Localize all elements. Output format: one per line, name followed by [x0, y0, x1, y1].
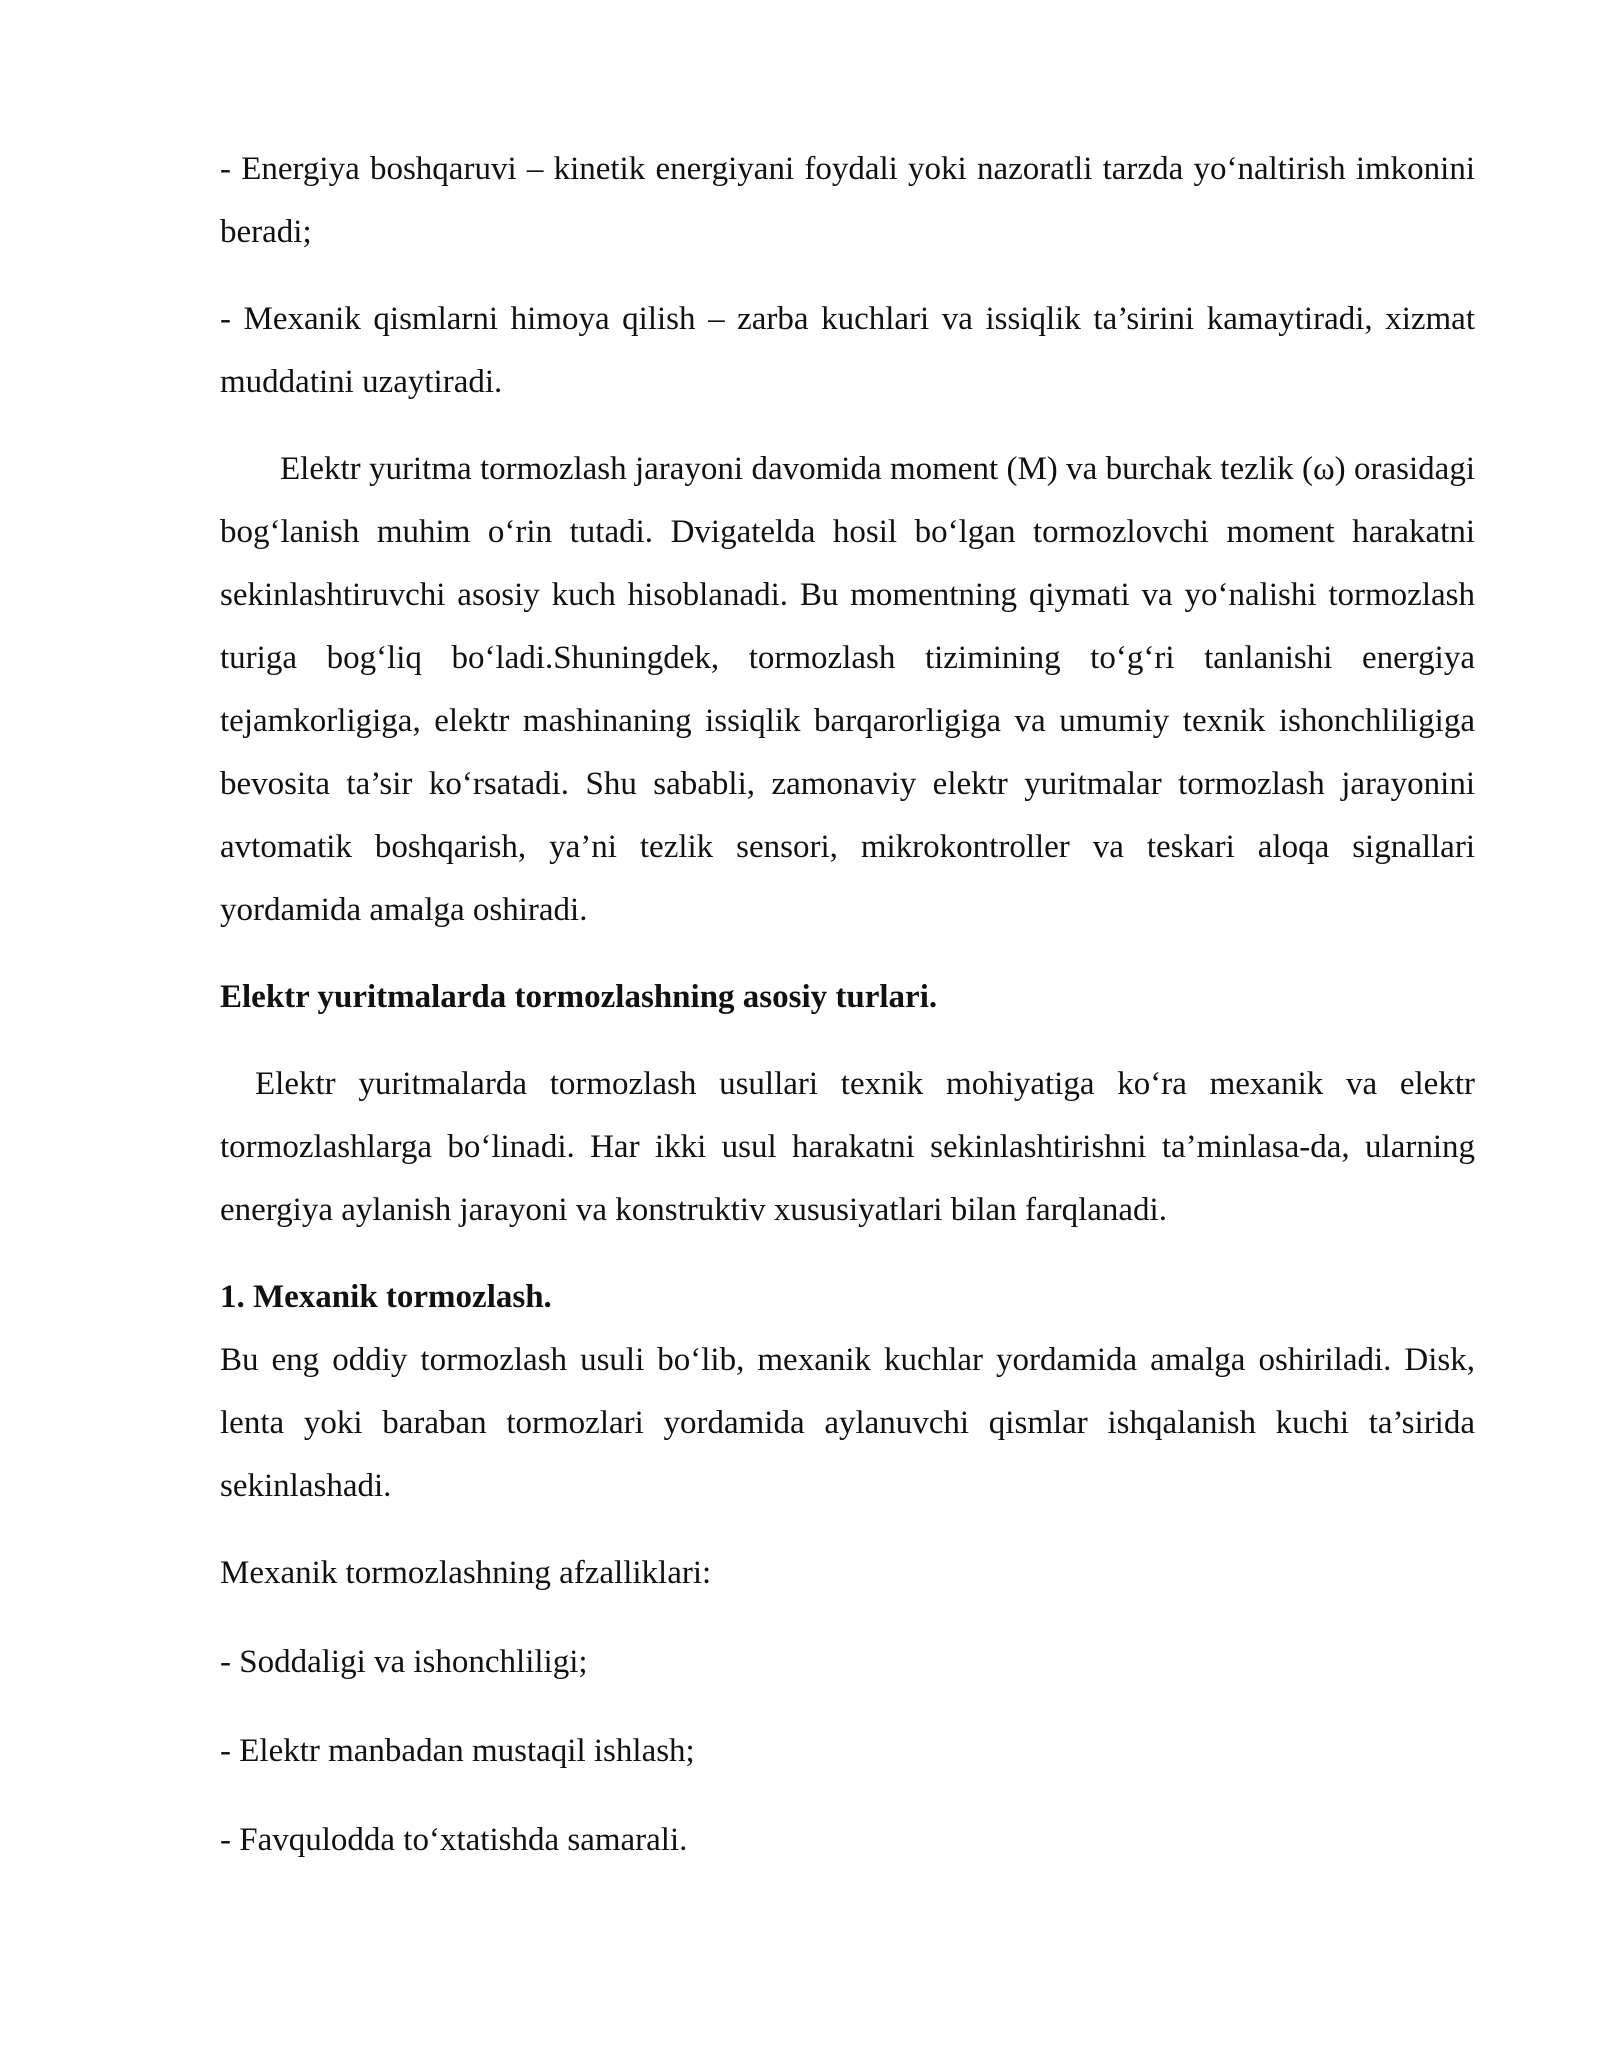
advantage-item: - Favqulodda to‘xtatishda samarali. — [220, 1822, 688, 1858]
advantages-title: Mexanik tormozlashning afzalliklari: — [220, 1555, 712, 1591]
paragraph-mechanical-braking: Bu eng oddiy tormozlash usuli bo‘lib, mexanik kuchlar yordamida amalga oshiriladi. Disk, lenta yoki baraban tormozlari yordamida aylanuvchi qismlar ishqalanish kuchi ta’sirida sekinlashadi. — [220, 1342, 1475, 1504]
subheading-mechanical-braking: 1. Mexanik tormozlash. — [220, 1279, 552, 1315]
section-heading-braking-types: Elektr yuritmalarda tormozlashning asosiy turlari. — [220, 979, 938, 1015]
paragraph-moment-speed: Elektr yuritma tormozlash jarayoni davomida moment (M) va burchak tezlik (ω) orasidagi bog‘lanish muhim o‘rin tutadi. Dvigatelda hosil bo‘lgan tormozlovchi moment harakatni sekinlashtiruvchi asosiy kuch hisoblanadi. Bu momentning qiymati va yo‘nalishi tormozlash turiga bog‘liq bo‘ladi.Shuningdek, tormozlash tizimining to‘g‘ri tanlanishi energiya tejamkorligiga, elektr mashinaning issiqlik barqarorligiga va umumiy texnik ishonchliligiga bevosita ta’sir ko‘rsatadi. Shu sababli, zamonaviy elektr yuritmalar tormozlash jarayonini avtomatik boshqarish, ya’ni tezlik sensori, mikrokontroller va teskari aloqa signallari yordamida amalga oshiradi. — [220, 451, 1475, 928]
advantage-item: - Elektr manbadan mustaqil ishlash; — [220, 1733, 695, 1769]
paragraph-braking-methods: Elektr yuritmalarda tormozlash usullari texnik mohiyatiga ko‘ra mexanik va elektr tormozlashlarga bo‘linadi. Har ikki usul harakatni sekinlashtirishni ta’minlasa-da, ularning energiya aylanish jarayoni va konstruktiv xususiyatlari bilan farqlanadi. — [220, 1066, 1475, 1228]
advantage-item: - Soddaligi va ishonchliligi; — [220, 1644, 588, 1680]
bullet-energy-management: - Energiya boshqaruvi – kinetik energiyani foydali yoki nazoratli tarzda yo‘naltirish imkonini beradi; — [220, 151, 1475, 250]
document-page — [220, 138, 1475, 1898]
bullet-mechanical-protection: - Mexanik qismlarni himoya qilish – zarba kuchlari va issiqlik ta’sirini kamaytiradi, xizmat muddatini uzaytiradi. — [220, 301, 1475, 400]
